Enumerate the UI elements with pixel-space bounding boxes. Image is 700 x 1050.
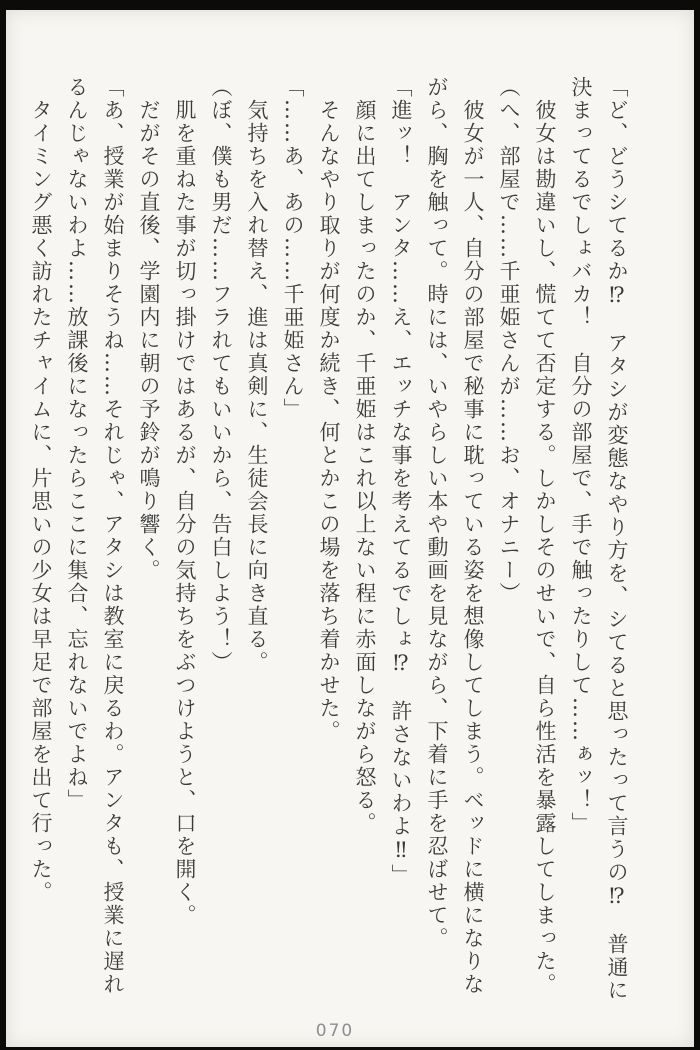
text-block bbox=[23, 76, 635, 1014]
text-column: 肌を重ねた事が切っ掛けではあるが、自分の気持ちをぶつけようと、口を開く。 bbox=[173, 99, 197, 927]
page-number: 070 bbox=[315, 1021, 355, 1041]
paper-background bbox=[6, 10, 694, 1047]
text-column: 気持ちを入れ替え、進は真剣に、生徒会長に向き直る。 bbox=[245, 99, 269, 674]
text-column: 顔に出てしまったのか、千亜姫はこれ以上ない程に赤面しながら怒る。 bbox=[353, 99, 377, 835]
text-column: 「あ、授業が始まりそうね……それじゃ、アタシは教室に戻るわ。アンタも、授業に遅れ bbox=[101, 76, 125, 996]
text-column: そんなやり取りが何度か続き、何とかこの場を落ち着かせた。 bbox=[317, 99, 341, 743]
text-column: だがその直後、学園内に朝の予鈴が鳴り響く。 bbox=[137, 99, 161, 582]
text-column: るんじゃないわよ……放課後になったらここに集合、忘れないでよね」 bbox=[65, 76, 89, 812]
text-column: 「進ッ！ アンタ……え、エッチな事を考えてるでしょ⁉ 許さないわよ‼」 bbox=[389, 76, 413, 887]
text-column: タイミング悪く訪れたチャイムに、片思いの少女は早足で部屋を出て行った。 bbox=[29, 99, 53, 904]
text-column: （へ、部屋で……千亜姫さんが……お、オナニー） bbox=[497, 76, 521, 605]
text-column: （ぼ、僕も男だ……フラれてもいいから、告白しよう！） bbox=[209, 76, 233, 674]
text-column: 「ど、どうシてるか⁉ アタシが変態なやり方を、シてると思ったって言うの⁉ 普通に bbox=[605, 76, 629, 1002]
text-column: 彼女は勘違いし、慌てて否定する。しかしそのせいで、自ら性活を暴露してしまった。 bbox=[533, 99, 557, 996]
text-column: 決まってるでしょバカ！ 自分の部屋で、手で触ったりして……ぁッ！」 bbox=[569, 76, 593, 835]
text-column: 「……あ、あの……千亜姫さん」 bbox=[281, 76, 305, 421]
text-column: 彼女が一人、自分の部屋で秘事に耽っている姿を想像してしまう。ベッドに横になりな bbox=[461, 99, 485, 996]
text-column: がら、胸を触って。時には、いやらしい本や動画を見ながら、下着に手を忍ばせて。 bbox=[425, 76, 449, 950]
